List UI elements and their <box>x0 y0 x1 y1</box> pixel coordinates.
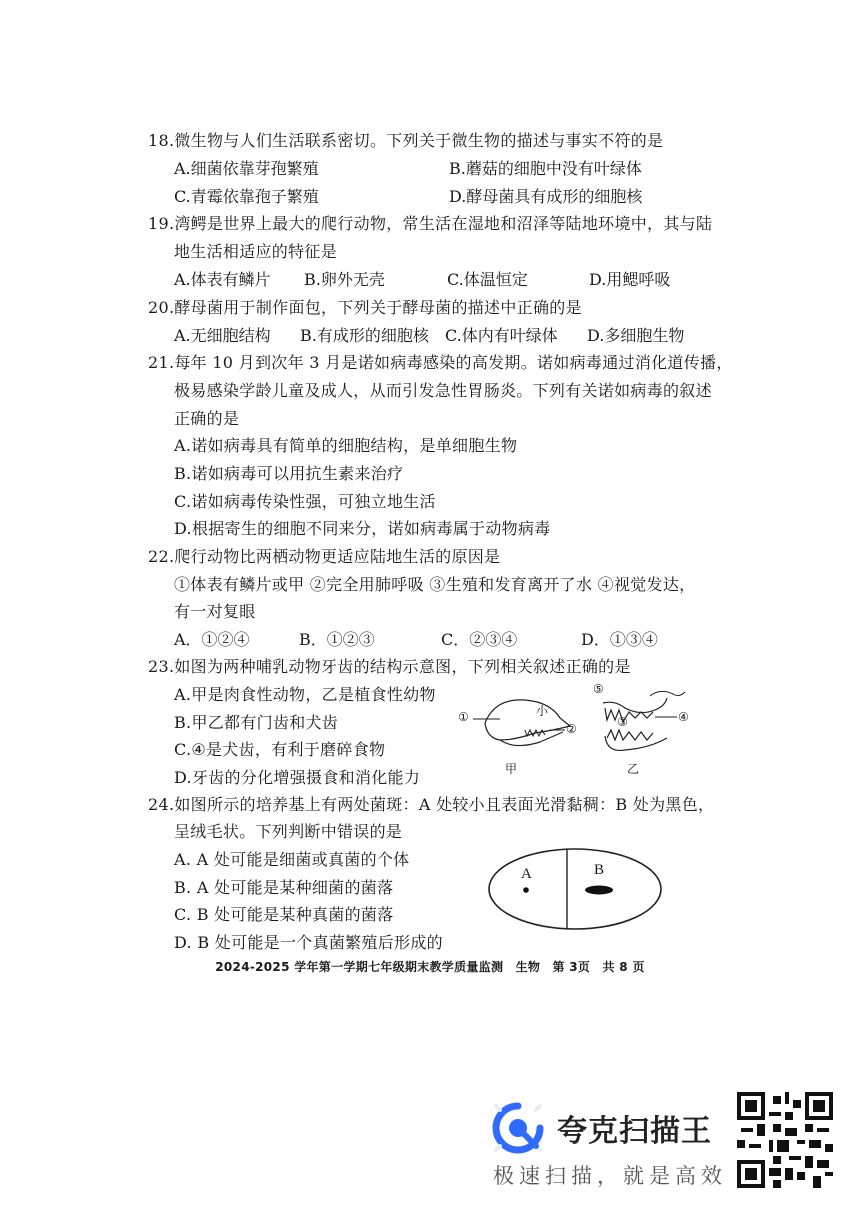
fig-label-b: B <box>594 862 605 878</box>
q18-option-a: A.细菌依靠芽孢繁殖 <box>174 159 319 178</box>
skull-yi-upper <box>603 698 667 722</box>
q22-items-line2: 有一对复眼 <box>174 602 256 621</box>
q19-stem-line1: 19.湾鳄是世界上最大的爬行动物，常生活在湿地和沼泽等陆地环境中，其与陆 <box>148 214 713 233</box>
q24-stem-line1: 24.如图所示的培养基上有两处菌斑：A 处较小且表面光滑黏稠：B 处为黑色， <box>148 795 715 814</box>
q21-stem-line2: 极易感染学龄儿童及成人，从而引发急性胃肠炎。下列有关诺如病毒的叙述 <box>174 381 712 400</box>
q21-stem-line1: 21.每年 10 月到次年 3 月是诺如病毒感染的高发期。诺如病毒通过消化道传播， <box>148 353 733 372</box>
q18-option-d: D.酵母菌具有成形的细胞核 <box>449 187 643 206</box>
whisker-yi <box>650 691 685 696</box>
q23-option-a: A.甲是肉食性动物，乙是植食性幼物 <box>174 685 436 704</box>
q18-stem: 18.微生物与人们生活联系密切。下列关于微生物的描述与事实不符的是 <box>148 131 664 150</box>
fig-label-a: A <box>521 866 532 882</box>
fig-label-2: ② <box>566 722 577 736</box>
q22-option-c: C．②③④ <box>441 630 518 649</box>
watermark-slogan: 极速扫描，就是高效 <box>493 1164 727 1188</box>
fig-label-1: ① <box>458 710 469 724</box>
quark-logo-icon <box>490 1100 546 1156</box>
qr-code-icon <box>737 1092 833 1188</box>
q21-option-b: B.诺如病毒可以用抗生素来治疗 <box>174 464 404 483</box>
q19-option-a: A.体表有鳞片 <box>174 270 271 289</box>
fig-mark: 小 <box>536 704 549 718</box>
q18-option-b: B.蘑菇的细胞中没有叶绿体 <box>449 159 642 178</box>
q24-option-d: D. B 处可能是一个真菌繁殖后形成的 <box>174 933 443 952</box>
q23-option-d: D.牙齿的分化增强摄食和消化能力 <box>174 768 421 787</box>
q19-option-c: C.体温恒定 <box>447 270 528 289</box>
q20-option-b: B.有成形的细胞核 <box>300 326 429 345</box>
culture-dish-diagram <box>485 845 665 935</box>
q19-option-b: B.卵外无壳 <box>304 270 385 289</box>
q22-option-b: B．①②③ <box>299 630 375 649</box>
q20-option-d: D.多细胞生物 <box>587 326 685 345</box>
page-footer: 2024-2025 学年第一学期七年级期末教学质量监测 生物 第 3页 共 8 页 <box>215 960 645 974</box>
teeth-jia <box>525 730 545 736</box>
fig-label-4: ④ <box>678 710 689 724</box>
q19-option-d: D.用鳃呼吸 <box>589 270 671 289</box>
q24-option-a: A. A 处可能是细菌或真菌的个体 <box>174 850 410 869</box>
q23-option-c: C.④是犬齿，有利于磨碎食物 <box>174 740 386 759</box>
q23-option-b: B.甲乙都有门齿和犬齿 <box>174 713 339 732</box>
fig-label-yi: 乙 <box>627 762 640 776</box>
q19-stem-line2: 地生活相适应的特征是 <box>174 242 338 261</box>
q24-option-b: B. A 处可能是某种细菌的菌落 <box>174 878 394 897</box>
q21-option-a: A.诺如病毒具有简单的细胞结构，是单细胞生物 <box>174 436 518 455</box>
q22-option-a: A．①②④ <box>174 630 250 649</box>
q24-option-c: C. B 处可能是某种真菌的菌落 <box>174 905 394 924</box>
q23-stem: 23.如图为两种哺乳动物牙齿的结构示意图，下列相关叙述正确的是 <box>148 657 631 676</box>
q18-option-c: C.青霉依靠孢子繁殖 <box>174 187 319 206</box>
q21-option-c: C.诺如病毒传染性强，可独立地生活 <box>174 492 436 511</box>
q20-stem: 20.酵母菌用于制作面包，下列关于酵母菌的描述中正确的是 <box>148 298 582 317</box>
q22-items-line1: ①体表有鳞片或甲 ②完全用肺呼吸 ③生殖和发育离开了水 ④视觉发达， <box>174 575 696 594</box>
dish-outline <box>489 849 661 929</box>
q20-option-c: C.体内有叶绿体 <box>445 326 558 345</box>
teeth-diagram <box>455 678 705 778</box>
colony-a <box>523 887 529 893</box>
watermark-brand: 夸克扫描王 <box>557 1114 712 1149</box>
fig-label-jia: 甲 <box>505 762 518 776</box>
q22-option-d: D．①③④ <box>581 630 658 649</box>
q21-stem-line3: 正确的是 <box>174 409 240 428</box>
fig-label-3: ③ <box>617 715 628 729</box>
q20-option-a: A.无细胞结构 <box>174 326 271 345</box>
q21-option-d: D.根据寄生的细胞不同来分，诺如病毒属于动物病毒 <box>174 519 551 538</box>
fig-label-5: ⑤ <box>593 682 604 696</box>
q22-stem: 22.爬行动物比两栖动物更适应陆地生活的原因是 <box>148 547 501 566</box>
skull-yi-lower <box>605 730 667 750</box>
q24-stem-line2: 呈绒毛状。下列判断中错误的是 <box>174 822 403 841</box>
colony-b <box>585 886 613 895</box>
